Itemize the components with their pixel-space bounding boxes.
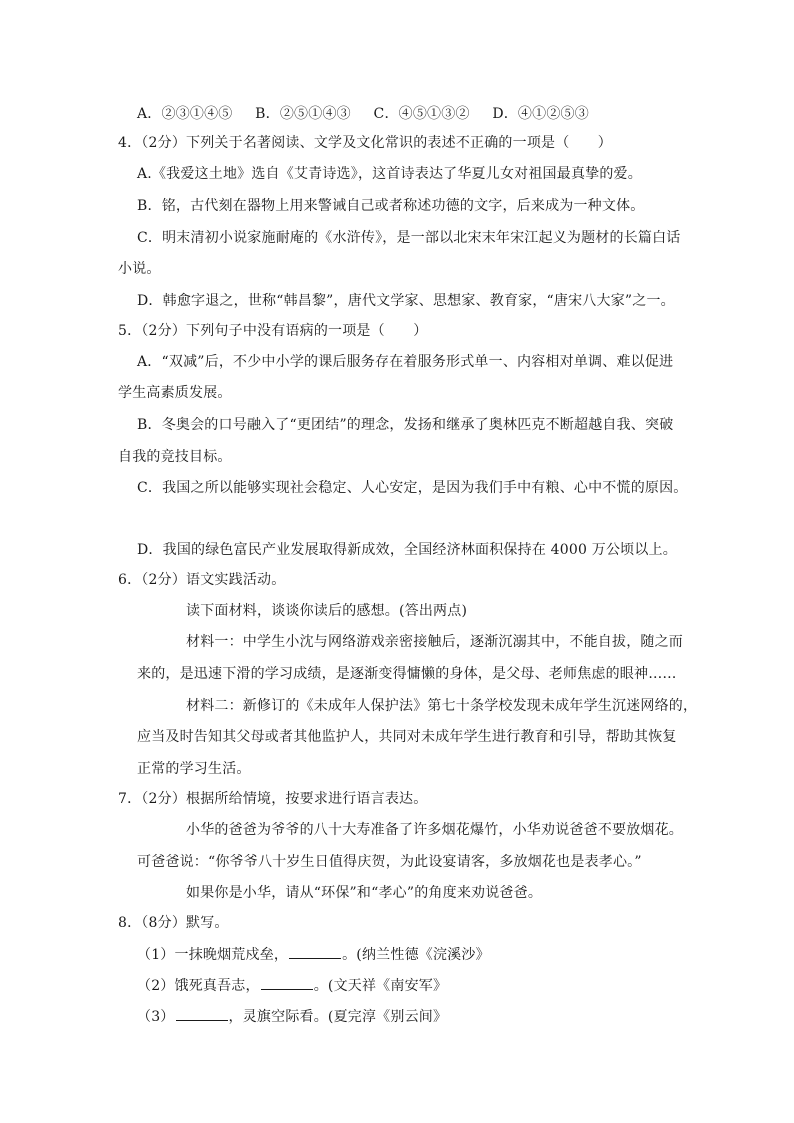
q4-option-c-line2: 小说。 <box>118 261 161 277</box>
q5-option-b-line1: B．冬奥会的口号融入了“更团结”的理念，发扬和继承了奥林匹克不断超越自我、突破 <box>137 417 674 433</box>
q6-stem: 6．（2分）语文实践活动。 <box>118 572 286 588</box>
q7-paragraph1-line1: 小华的爸爸为爷爷的八十大寿准备了许多烟花爆竹，小华劝说爸爸不要放烟花。 <box>186 822 683 838</box>
q8-item1-suffix: 。(纳兰性德《浣溪沙》 <box>342 947 490 963</box>
q5-option-d: D．我国的绿色富民产业发展取得新成效，全国经济林面积保持在 4000 万公顷以上。 <box>137 542 677 558</box>
q8-item2 <box>137 975 447 996</box>
q4-stem: 4．（2分）下列关于名著阅读、文学及文化常识的表述不正确的一项是（ ） <box>118 135 613 151</box>
q7-stem: 7．（2分）根据所给情境，按要求进行语言表达。 <box>118 791 428 807</box>
q3-option-c: C．④⑤①③② <box>373 106 470 122</box>
q4-option-c-line1: C．明末清初小说家施耐庵的《水浒传》，是一部以北宋末年宋江起义为题材的长篇白话 <box>137 230 681 246</box>
q8-item2-blank[interactable] <box>261 975 313 990</box>
q8-item3-suffix: ，灵旗空际看。(夏完淳《别云间》 <box>228 1009 448 1025</box>
q8-item3 <box>137 1006 447 1027</box>
q8-item2-prefix: （2）饿死真吾志， <box>137 978 260 994</box>
q5-option-b-line2: 自我的竞技目标。 <box>118 449 232 465</box>
q8-item1-blank[interactable] <box>289 944 341 959</box>
q5-option-a-line2: 学生高素质发展。 <box>118 385 232 401</box>
q8-item2-suffix: 。(文天祥《南安军》 <box>313 978 448 994</box>
q5-stem: 5．（2分）下列句子中没有语病的一项是（ ） <box>118 323 428 339</box>
q6-material2-line1: 材料二：新修订的《未成年人保护法》第七十条学校发现未成年学生沉迷网络的， <box>186 698 698 714</box>
q6-material1-line2: 来的，是迅速下滑的学习成绩，是逐渐变得慵懒的身体，是父母、老师焦虑的眼神…… <box>137 666 677 682</box>
q3-option-d: D．④①②⑤③ <box>492 106 589 122</box>
q5-option-c: C．我国之所以能够实现社会稳定、人心安定，是因为我们手中有粮、心中不慌的原因。 <box>137 480 688 496</box>
q6-material2-line2: 应当及时告知其父母或者其他监护人，共同对未成年学生进行教育和引导，帮助其恢复 <box>137 729 677 745</box>
q6-instruction: 读下面材料，谈谈你读后的感想。(答出两点) <box>186 603 468 619</box>
q3-option-b: B．②⑤①④③ <box>255 106 351 122</box>
q7-paragraph1-line2: 可爸爸说：“你爷爷八十岁生日值得庆贺，为此设宴请客，多放烟花也是表孝心。” <box>137 854 642 870</box>
q8-item1-prefix: （1）一抹晚烟荒戍垒， <box>137 947 289 963</box>
q4-option-b: B．铭，古代刻在器物上用来警诫自己或者称述功德的文字，后来成为一种文体。 <box>137 198 645 214</box>
q3-option-a: A．②③①④⑤ <box>137 106 233 122</box>
q6-material2-line3: 正常的学习生活。 <box>137 761 251 777</box>
q8-item3-prefix: （3） <box>137 1009 175 1025</box>
q3-options <box>137 104 607 124</box>
q4-option-a: A.《我爱这土地》选自《艾青诗选》，这首诗表达了华夏儿女对祖国最真挚的爱。 <box>137 166 642 182</box>
q8-item1 <box>137 944 490 965</box>
q6-material1-line1: 材料一：中学生小沈与网络游戏亲密接触后，逐渐沉溺其中，不能自拔，随之而 <box>186 634 683 650</box>
q8-stem: 8．（8分）默写。 <box>118 915 229 931</box>
q8-item3-blank[interactable] <box>176 1006 228 1021</box>
q5-option-a-line1: A．“双减”后，不少中小学的课后服务存在着服务形式单一、内容相对单调、难以促进 <box>137 354 674 370</box>
q4-option-d: D．韩愈字退之，世称“韩昌黎”，唐代文学家、思想家、教育家，“唐宋八大家”之一。 <box>137 293 675 309</box>
q7-paragraph2: 如果你是小华，请从“环保”和“孝心”的角度来劝说爸爸。 <box>186 885 543 901</box>
